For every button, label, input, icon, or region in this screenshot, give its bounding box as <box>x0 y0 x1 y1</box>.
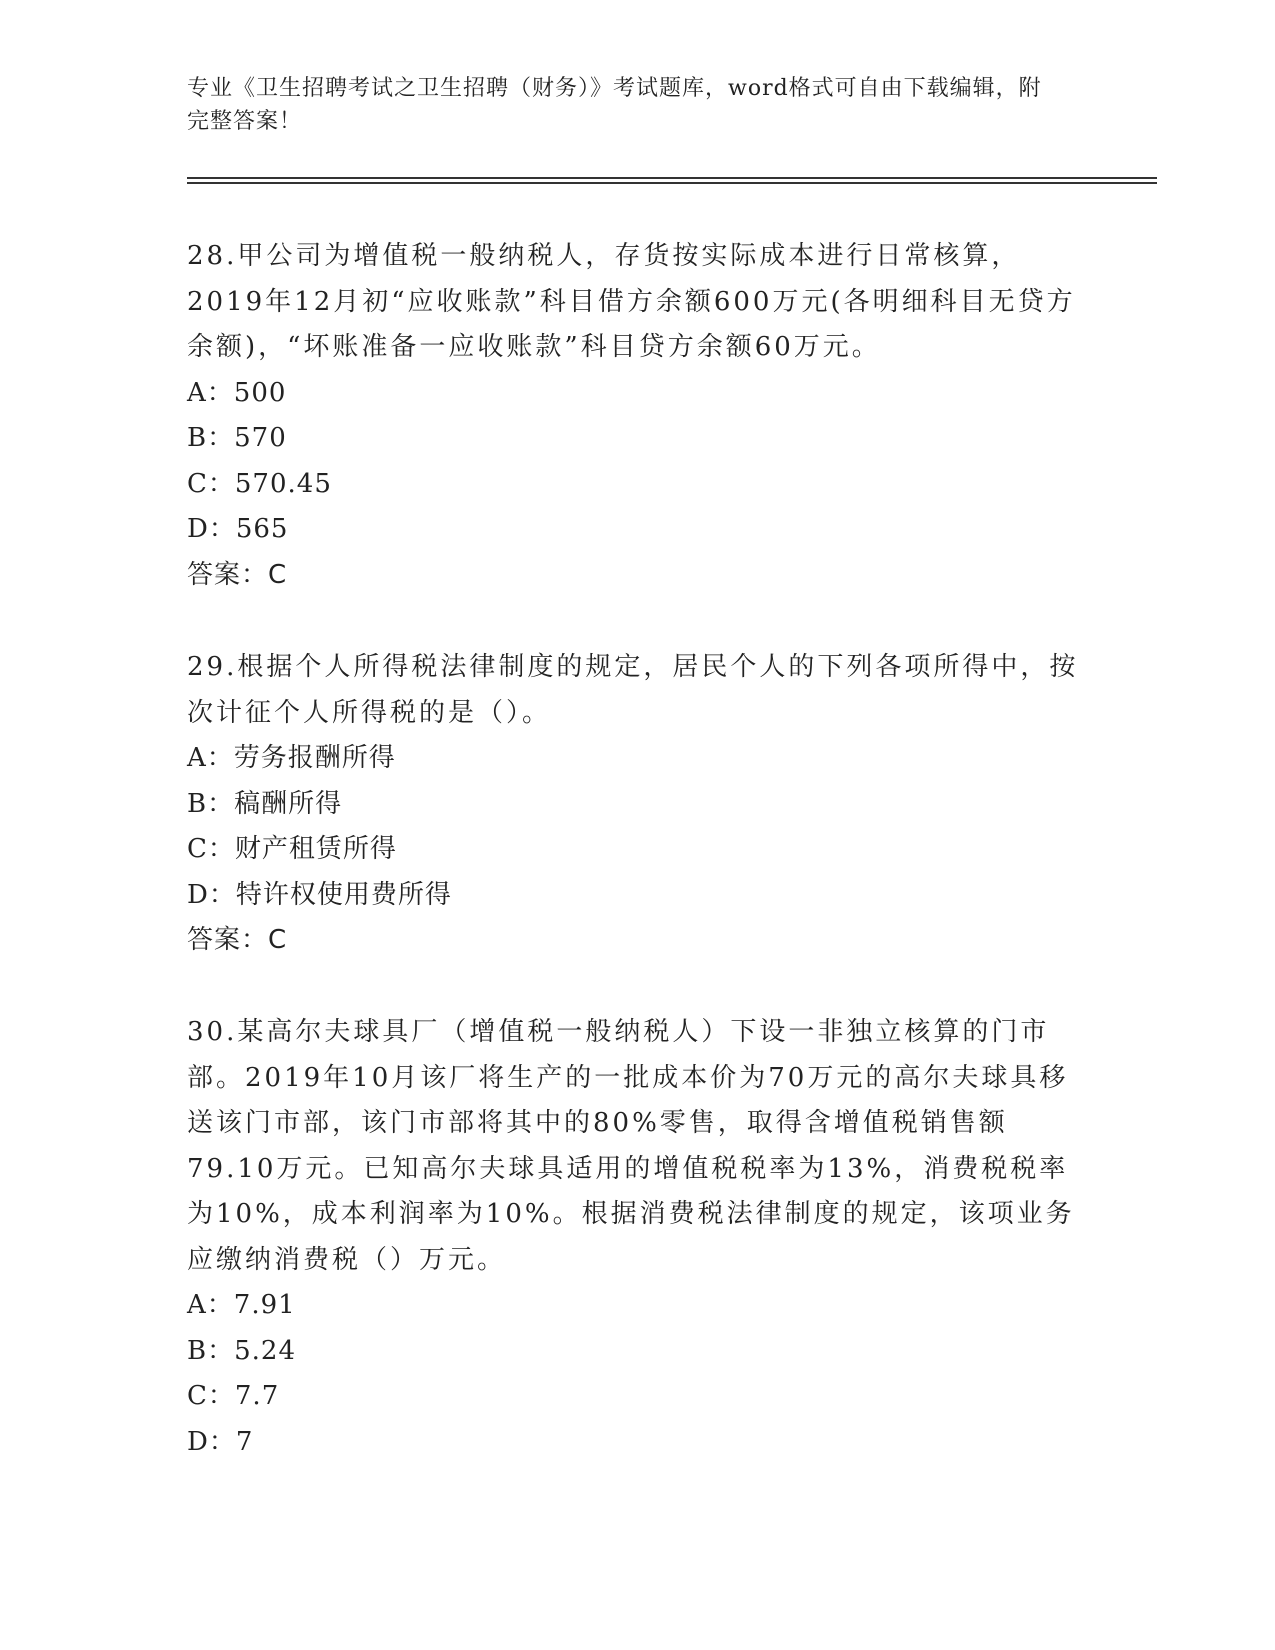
option-c: C：7.7 <box>187 1381 280 1411</box>
question-28 <box>187 234 1087 598</box>
question-30 <box>187 1010 1087 1465</box>
option-a: A：7.91 <box>187 1290 296 1320</box>
header-divider-bottom <box>187 182 1157 184</box>
option-c: C：570.45 <box>187 468 332 499</box>
option-b: B：570 <box>187 423 287 453</box>
option-d: D：7 <box>187 1426 254 1457</box>
option-d: D：565 <box>187 514 289 544</box>
option-b: B：稿酬所得 <box>187 788 343 819</box>
question-text: 30.某高尔夫球具厂（增值税一般纳税人）下设一非独立核算的门市部。2019年10月该厂将生产的一批成本价为70万元的高尔夫球具移送该门市部，该门市部将其中的80%零售，取得含增值税销售额79.10万元。已知高尔夫球具适用的增值税税率为13%，消费税税率为10%，成本利润率为10%。根据消费税法律制度的规定，该项业务应缴纳消费税（）万元。 <box>187 1017 1075 1275</box>
question-text: 28.甲公司为增值税一般纳税人，存货按实际成本进行日常核算，2019年12月初“应收账款”科目借方余额600万元(各明细科目无贷方余额)，“坏账准备一应收账款”科目贷方余额60万元。 <box>187 241 1076 362</box>
option-d: D：特许权使用费所得 <box>187 879 452 910</box>
answer: 答案：C <box>187 559 288 590</box>
option-a: A：500 <box>187 377 287 408</box>
question-text: 29.根据个人所得税法律制度的规定，居民个人的下列各项所得中，按次计征个人所得税的是（）。 <box>187 652 1079 728</box>
header-divider-top <box>187 177 1157 179</box>
answer: 答案：C <box>187 925 288 955</box>
question-29 <box>187 645 1087 964</box>
option-b: B：5.24 <box>187 1335 296 1366</box>
option-a: A：劳务报酬所得 <box>187 743 396 773</box>
document-header: 专业《卫生招聘考试之卫生招聘（财务）》考试题库，word格式可自由下载编辑，附完整答案！ <box>187 76 1042 134</box>
option-c: C：财产租赁所得 <box>187 834 397 864</box>
